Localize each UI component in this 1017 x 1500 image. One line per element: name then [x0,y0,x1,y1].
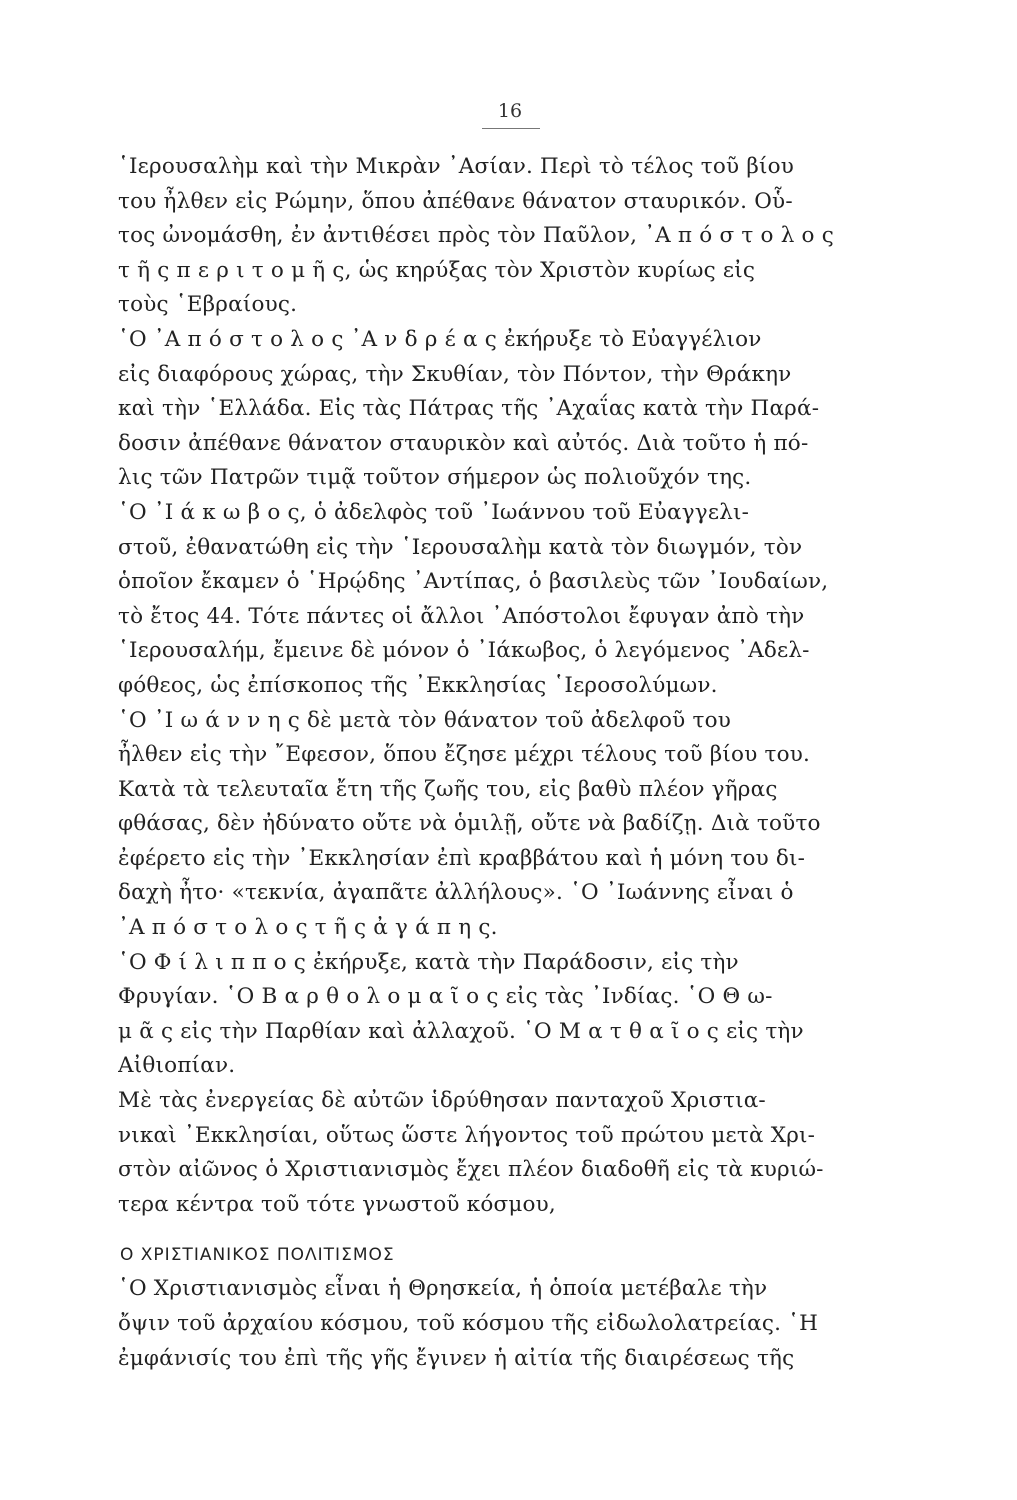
text-line: Αἰθιοπίαν. [118,1053,236,1079]
page-number-rule [482,128,540,129]
text-line: ῾Ο Φ ί λ ι π π ο ς ἐκήρυξε, κατὰ τὴν Παράδοσιν, εἰς τὴν [118,949,739,975]
text-line: στὸν αἰῶνος ὁ Χριστιανισμὸς ἔχει πλέον διαδοθῆ εἰς τὰ κυριώ- [118,1157,824,1183]
text-line: ῾Ο ᾿Α π ό σ τ ο λ ο ς ᾿Α ν δ ρ έ α ς ἐκήρυξε τὸ Εὐαγγέλιον [118,326,762,352]
text-line: εἰς διαφόρους χώρας, τὴν Σκυθίαν, τὸν Πόντον, τὴν Θράκην [118,361,792,387]
text-line: φόθεος, ὡς ἐπίσκοπος τῆς ᾿Εκκλησίας ῾Ιεροσολύμων. [118,672,718,698]
text-line: του ἦλθεν εἰς Ρώμην, ὅπου ἀπέθανε θάνατον σταυρικόν. Οὗ- [118,188,793,214]
text-line: δαχὴ ἦτο· «τεκνία, ἀγαπᾶτε ἀλλήλους». ῾Ο ᾿Ιωάννης εἶναι ὁ [118,880,794,906]
text-line: τὸ ἔτος 44. Τότε πάντες οἱ ἄλλοι ᾿Απόστολοι ἔφυγαν ἀπὸ τὴν [118,603,805,629]
text-line: μ ᾶ ς εἰς τὴν Παρθίαν καὶ ἀλλαχοῦ. ῾Ο Μ α τ θ α ῖ ο ς εἰς τὴν [118,1018,804,1044]
text-line: ἐμφάνισίς του ἐπὶ τῆς γῆς ἔγινεν ἡ αἰτία τῆς διαιρέσεως τῆς [118,1345,795,1371]
text-line: στοῦ, ἐθανατώθη εἰς τὴν ῾Ιερουσαλὴμ κατὰ τὸν διωγμόν, τὸν [118,534,803,560]
text-line: δοσιν ἀπέθανε θάνατον σταυρικὸν καὶ αὐτός. Διὰ τοῦτο ἡ πό- [118,430,809,456]
text-line: φθάσας, δὲν ἠδύνατο οὔτε νὰ ὁμιλῇ, οὔτε νὰ βαδίζῃ. Διὰ τοῦτο [118,811,821,837]
text-line: ῾Ιερουσαλήμ, ἔμεινε δὲ μόνον ὁ ᾿Ιάκωβος, ὁ λεγόμενος ᾿Αδελ- [118,638,810,664]
text-line: ὁποῖον ἔκαμεν ὁ ῾Ηρῴδης ᾿Αντίπας, ὁ βασιλεὺς τῶν ᾿Ιουδαίων, [118,569,829,595]
text-line: ὄψιν τοῦ ἀρχαίου κόσμου, τοῦ κόσμου τῆς εἰδωλολατρείας. ῾Η [118,1311,819,1336]
text-line: ῾Ιερουσαλὴμ καὶ τὴν Μικρὰν ᾿Ασίαν. Περὶ τὸ τέλος τοῦ βίου [118,154,794,179]
text-section-2 [118,1272,888,1376]
section-spacer [118,1222,888,1238]
text-line: ᾿Α π ό σ τ ο λ ο ς τ ῆ ς ἀ γ ά π η ς. [118,915,498,941]
text-line: ἐφέρετο εἰς τὴν ᾿Εκκλησίαν ἐπὶ κραββάτου καὶ ἡ μόνη του δι- [118,845,806,871]
body-text [118,150,888,1376]
text-line: τοὺς ῾Εβραίους. [118,292,298,318]
text-line: καὶ τὴν ῾Ελλάδα. Εἰς τὰς Πάτρας τῆς ᾿Αχαΐας κατὰ τὴν Παρά- [118,396,820,422]
text-line: τ ῆ ς π ε ρ ι τ ο μ ῆ ς, ὡς κηρύξας τὸν Χριστὸν κυρίως εἰς [118,257,756,283]
text-line: Κατὰ τὰ τελευταῖα ἔτη τῆς ζωῆς του, εἰς βαθὺ πλέον γῆρας [118,776,778,802]
text-line: τερα κέντρα τοῦ τότε γνωστοῦ κόσμου, [118,1191,556,1217]
text-line: ἦλθεν εἰς τὴν ῎Εφεσον, ὅπου ἔζησε μέχρι τέλους τοῦ βίου του. [118,742,811,768]
section-heading: Ο ΧΡΙΣΤΙΑΝΙΚΟΣ ΠΟΛΙΤΙΣΜΟΣ [120,1245,395,1266]
page-number: 16 [497,100,523,122]
text-section-1 [118,150,888,1222]
text-line: λις τῶν Πατρῶν τιμᾷ τοῦτον σήμερον ὡς πολιοῦχόν της. [118,465,752,491]
text-line: τος ὠνομάσθη, ἐν ἀντιθέσει πρὸς τὸν Παῦλον, ᾿Α π ό σ τ ο λ ο ς [118,223,834,249]
text-line: νικαὶ ᾿Εκκλησίαι, οὕτως ὥστε λήγοντος τοῦ πρώτου μετὰ Χρι- [118,1122,816,1148]
text-line: ῾Ο ᾿Ι ά κ ω β ο ς, ὁ ἀδελφὸς τοῦ ᾿Ιωάννου τοῦ Εὐαγγελι- [118,499,750,525]
text-line: ῾Ο Χριστιανισμὸς εἶναι ἡ Θρησκεία, ἡ ὁποία μετέβαλε τὴν [118,1276,768,1302]
text-line: Μὲ τὰς ἐνεργείας δὲ αὐτῶν ἱδρύθησαν πανταχοῦ Χριστια- [118,1088,766,1114]
text-line: Φρυγίαν. ῾Ο Β α ρ θ ο λ ο μ α ῖ ο ς εἰς τὰς ᾿Ινδίας. ῾Ο Θ ω- [118,984,773,1010]
text-line: ῾Ο ᾿Ι ω ά ν ν η ς δὲ μετὰ τὸν θάνατον τοῦ ἀδελφοῦ του [118,707,731,733]
